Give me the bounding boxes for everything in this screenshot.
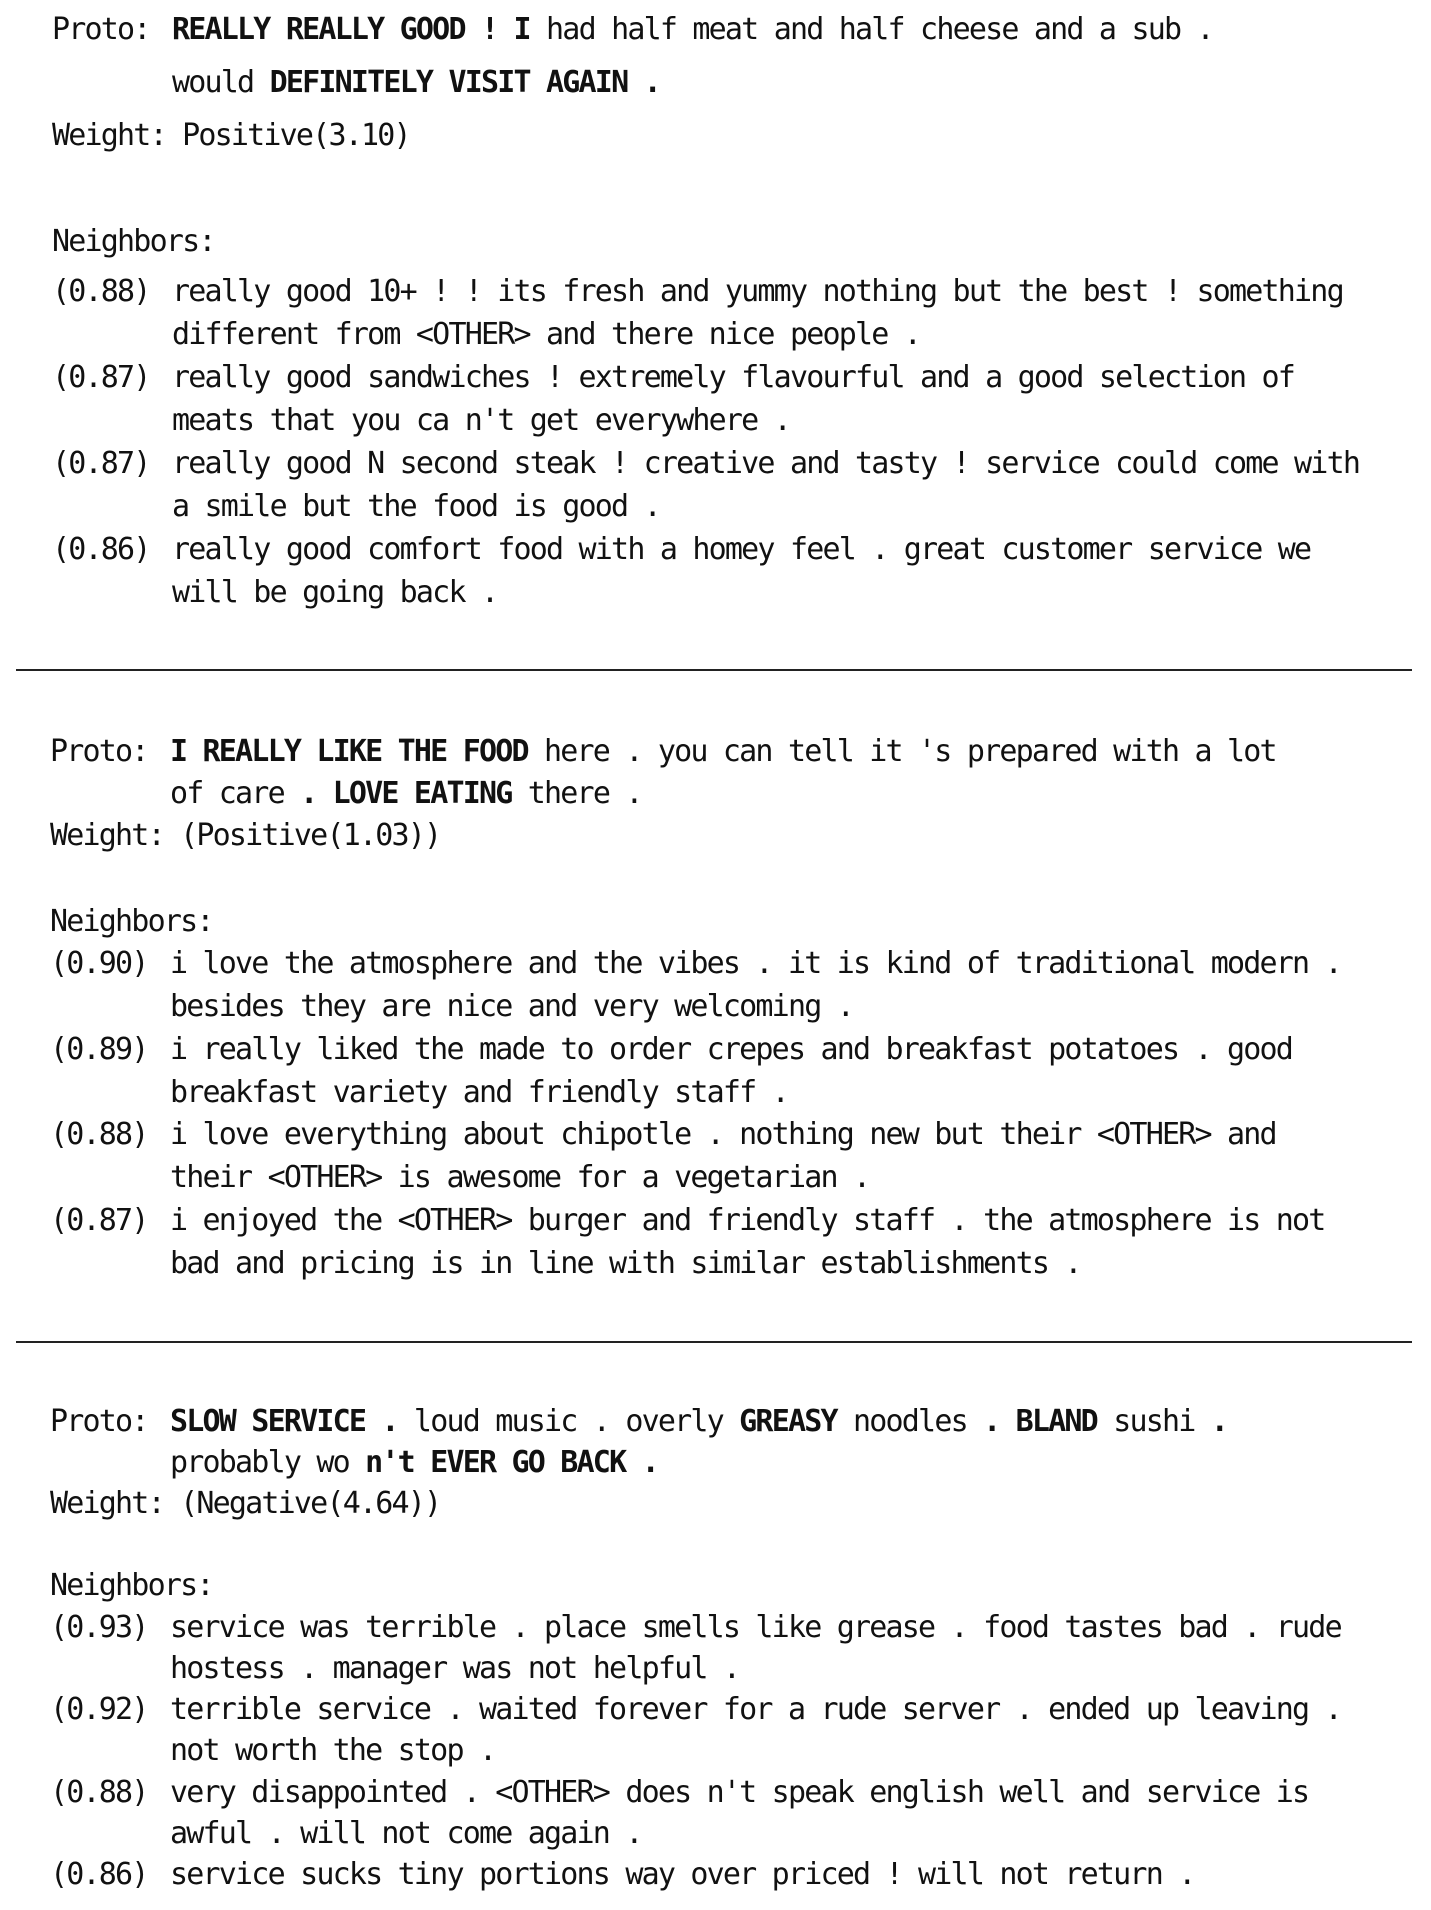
proto-phrase: sushi <box>1096 1404 1211 1439</box>
proto-phrase: noodles <box>836 1404 984 1439</box>
neighbor-text-line: really good sandwiches ! extremely flavourful and a good selection of <box>172 360 1295 395</box>
neighbors-label: Neighbors: <box>50 904 213 939</box>
neighbors-label: Neighbors: <box>50 1568 213 1603</box>
neighbor-score: (0.93) <box>50 1610 148 1645</box>
section-divider <box>16 1341 1412 1343</box>
proto-label: Proto: <box>50 1404 148 1439</box>
neighbor-text-line: different from <OTHER> and there nice people . <box>172 317 921 352</box>
neighbor-score: (0.87) <box>50 1203 148 1238</box>
proto-phrase <box>999 1404 1015 1439</box>
neighbor-text-line: service sucks tiny portions way over priced ! will not return . <box>170 1857 1195 1892</box>
proto-phrase: probably wo <box>170 1445 366 1480</box>
weight-line: Weight: Positive(3.10) <box>52 118 410 153</box>
highlighted-phrase: . <box>643 65 660 100</box>
highlighted-phrase: BLAND <box>1015 1404 1097 1439</box>
highlighted-phrase: I <box>513 12 530 47</box>
neighbor-text-line: i enjoyed the <OTHER> burger and friendly staff . the atmosphere is not <box>170 1203 1325 1238</box>
neighbors-label: Neighbors: <box>52 224 215 259</box>
proto-phrase: of care <box>170 776 301 811</box>
neighbor-text-line: besides they are nice and very welcoming . <box>170 989 853 1024</box>
highlighted-phrase: GREASY <box>739 1404 837 1439</box>
highlighted-phrase: DEFINITELY VISIT AGAIN <box>269 65 628 100</box>
neighbor-score: (0.88) <box>50 1117 148 1152</box>
neighbor-text-line: a smile but the food is good . <box>172 489 660 524</box>
neighbor-score: (0.86) <box>50 1857 148 1892</box>
proto-label: Proto: <box>52 12 150 47</box>
neighbor-text-line: breakfast variety and friendly staff . <box>170 1075 788 1110</box>
proto-text-line <box>170 774 642 814</box>
neighbor-text-line: really good N second steak ! creative and tasty ! service could come with <box>172 446 1360 481</box>
highlighted-phrase: I REALLY LIKE THE FOOD <box>170 734 528 769</box>
neighbor-score: (0.87) <box>52 446 150 481</box>
neighbor-score: (0.88) <box>52 274 150 309</box>
neighbor-text-line: terrible service . waited forever for a rude server . ended up leaving . <box>170 1692 1341 1727</box>
neighbor-text-line: i love everything about chipotle . nothing new but their <OTHER> and <box>170 1117 1276 1152</box>
weight-line: Weight: (Positive(1.03)) <box>50 818 441 853</box>
proto-text-line <box>170 1443 658 1483</box>
neighbor-text-line: i love the atmosphere and the vibes . it is kind of traditional modern . <box>170 946 1341 981</box>
weight-line: Weight: (Negative(4.64)) <box>50 1486 441 1521</box>
proto-phrase: there . <box>511 776 642 811</box>
proto-phrase: had half meat and half cheese and a sub . <box>529 12 1213 47</box>
neighbor-score: (0.90) <box>50 946 148 981</box>
neighbor-text-line: service was terrible . place smells like grease . food tastes bad . rude <box>170 1610 1341 1645</box>
proto-phrase <box>316 776 332 811</box>
highlighted-phrase: . <box>1210 1404 1228 1439</box>
highlighted-phrase: REALLY REALLY GOOD <box>172 12 465 47</box>
neighbor-text-line: really good 10+ ! ! its fresh and yummy nothing but the best ! something <box>172 274 1343 309</box>
highlighted-phrase: . <box>300 776 317 811</box>
highlighted-phrase: . <box>641 1445 658 1480</box>
neighbor-score: (0.89) <box>50 1032 148 1067</box>
proto-phrase <box>497 12 513 47</box>
proto-phrase <box>365 1404 381 1439</box>
proto-phrase <box>465 12 481 47</box>
highlighted-phrase: n't EVER GO BACK <box>365 1445 626 1480</box>
neighbor-text-line: not worth the stop . <box>170 1733 496 1768</box>
proto-text-line <box>172 63 660 103</box>
proto-phrase: would <box>172 65 270 100</box>
neighbor-score: (0.92) <box>50 1692 148 1727</box>
neighbor-text-line: very disappointed . <OTHER> does n't speak english well and service is <box>170 1775 1309 1810</box>
highlighted-phrase: ! <box>480 12 498 47</box>
neighbor-text-line: i really liked the made to order crepes and breakfast potatoes . good <box>170 1032 1293 1067</box>
highlighted-phrase: SLOW SERVICE <box>170 1404 366 1439</box>
neighbor-text-line: will be going back . <box>172 575 498 610</box>
proto-phrase <box>625 1445 641 1480</box>
neighbor-text-line: meats that you ca n't get everywhere . <box>172 403 790 438</box>
proto-label: Proto: <box>50 734 148 769</box>
neighbor-text-line: really good comfort food with a homey feel . great customer service we <box>172 532 1311 567</box>
proto-text-line <box>172 10 1213 50</box>
proto-text-line <box>170 1402 1227 1442</box>
neighbor-score: (0.87) <box>52 360 150 395</box>
neighbor-text-line: hostess . manager was not helpful . <box>170 1651 740 1686</box>
neighbor-text-line: their <OTHER> is awesome for a vegetarian . <box>170 1160 870 1195</box>
neighbor-score: (0.88) <box>50 1775 148 1810</box>
neighbor-text-line: bad and pricing is in line with similar establishments . <box>170 1246 1081 1281</box>
proto-phrase <box>627 65 643 100</box>
highlighted-phrase: . <box>381 1404 398 1439</box>
neighbor-score: (0.86) <box>52 532 150 567</box>
highlighted-phrase: . <box>983 1404 1000 1439</box>
proto-phrase: here . you can tell it 's prepared with a lot <box>527 734 1276 769</box>
neighbor-text-line: awful . will not come again . <box>170 1816 642 1851</box>
proto-text-line <box>170 732 1276 772</box>
highlighted-phrase: LOVE EATING <box>332 776 512 811</box>
proto-phrase: loud music . overly <box>397 1404 740 1439</box>
section-divider <box>16 669 1412 671</box>
